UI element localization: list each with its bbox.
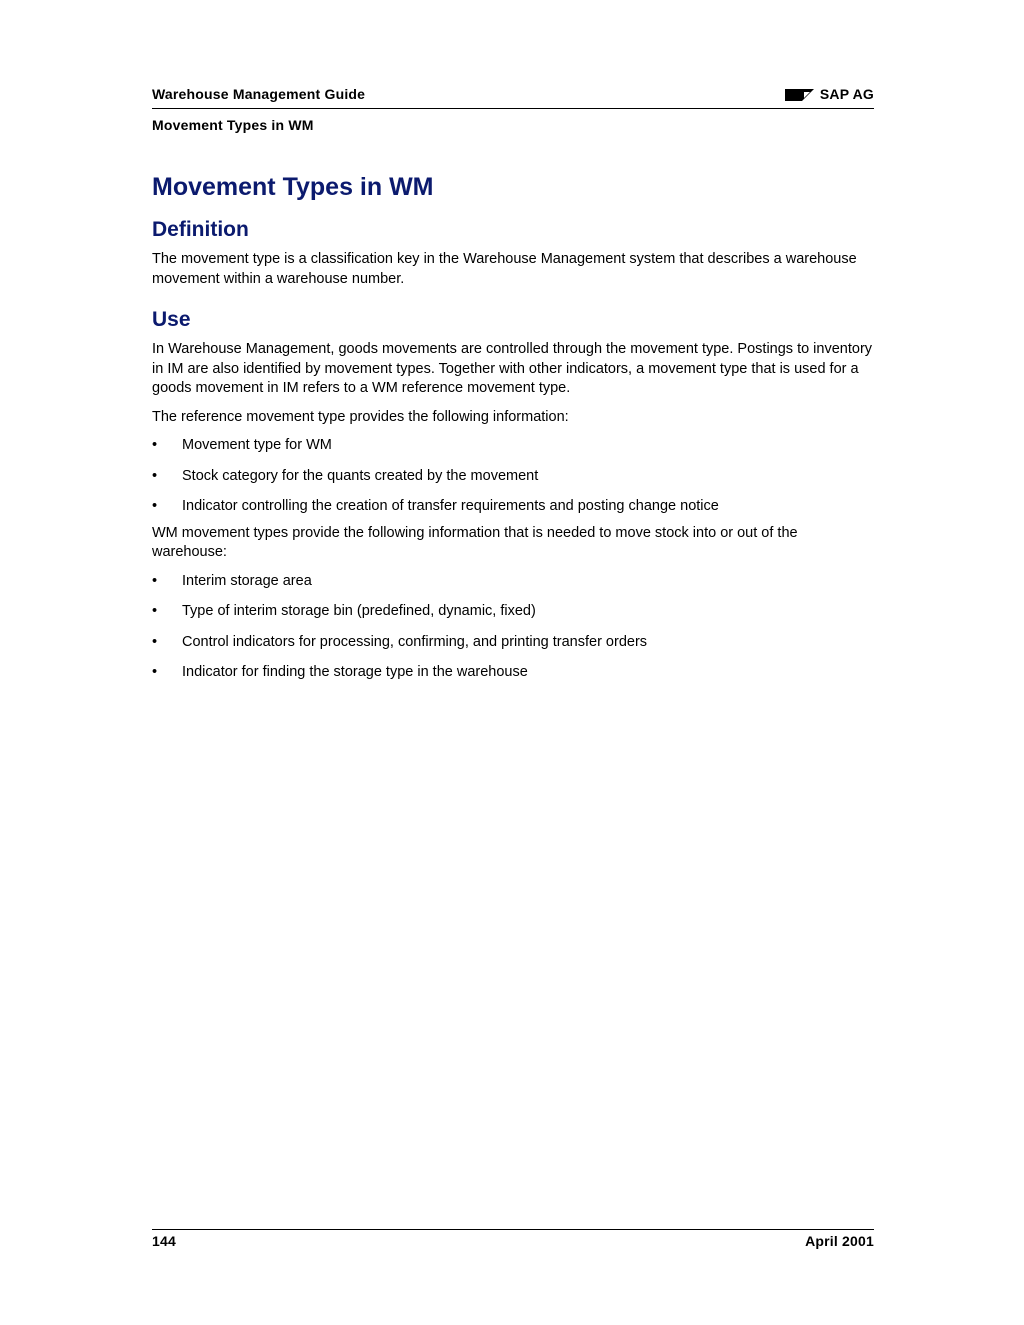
spacer: [152, 298, 874, 306]
page-header: [152, 83, 874, 105]
list-item-text: Indicator controlling the creation of transfer requirements and posting change notice: [182, 498, 719, 514]
list-item-text: Type of interim storage bin (predefined, dynamic, fixed): [182, 603, 536, 619]
footer-divider: [152, 1229, 874, 1230]
list-item-text: Stock category for the quants created by the movement: [182, 467, 539, 484]
use-heading: Use: [152, 308, 191, 331]
list-item: [152, 602, 874, 622]
list-item-text: Control indicators for processing, confirming, and printing transfer orders: [182, 633, 648, 650]
use-paragraph: The reference movement type provides the following information:: [152, 408, 569, 425]
list-item-text: Movement type for WM: [182, 437, 332, 453]
bullet-icon: •: [152, 498, 158, 514]
list-item: [152, 497, 874, 517]
document-body: [152, 170, 874, 694]
list-item: [152, 436, 874, 456]
header-divider: [152, 108, 874, 109]
definition-heading: Definition: [152, 218, 249, 241]
list-item: [152, 467, 874, 487]
list-item-text: Interim storage area: [182, 572, 312, 589]
bullet-icon: •: [152, 664, 158, 680]
bullet-icon: •: [152, 467, 158, 484]
definition-text: The movement type is a classification key in the Warehouse Management system that describes a warehouse movement within a warehouse number.: [152, 251, 857, 287]
page-number: 144: [152, 1233, 176, 1249]
bullet-icon: •: [152, 633, 158, 650]
bullet-icon: •: [152, 572, 158, 589]
sap-logo-icon: [785, 88, 814, 100]
document-title: Movement Types in WM: [152, 173, 434, 201]
list-item-text: Indicator for finding the storage type in the warehouse: [182, 664, 528, 680]
bullet-icon: •: [152, 437, 158, 453]
use-paragraph: In Warehouse Management, goods movements are controlled through the movement type. Postings to inventory in IM are also identified by movement types. Together with other indicators, a movement type that is used for a goods movement in IM refers to a WM reference movement type.: [152, 341, 873, 396]
list-item: [152, 633, 874, 653]
use-paragraph: WM movement types provide the following information that is needed to move stock into or out of the warehouse:: [152, 524, 798, 560]
reference-info-list: [152, 436, 874, 517]
section-subheader: Movement Types in WM: [152, 117, 314, 133]
document-page: [152, 0, 874, 1325]
bullet-icon: •: [152, 603, 158, 619]
list-item: [152, 572, 874, 592]
company-block: [785, 86, 874, 102]
company-name: SAP AG: [819, 86, 874, 102]
guide-title: Warehouse Management Guide: [152, 86, 366, 102]
list-item: [152, 663, 874, 683]
publication-date: April 2001: [805, 1233, 874, 1249]
page-footer: [152, 1233, 874, 1249]
wm-info-list: [152, 572, 874, 683]
